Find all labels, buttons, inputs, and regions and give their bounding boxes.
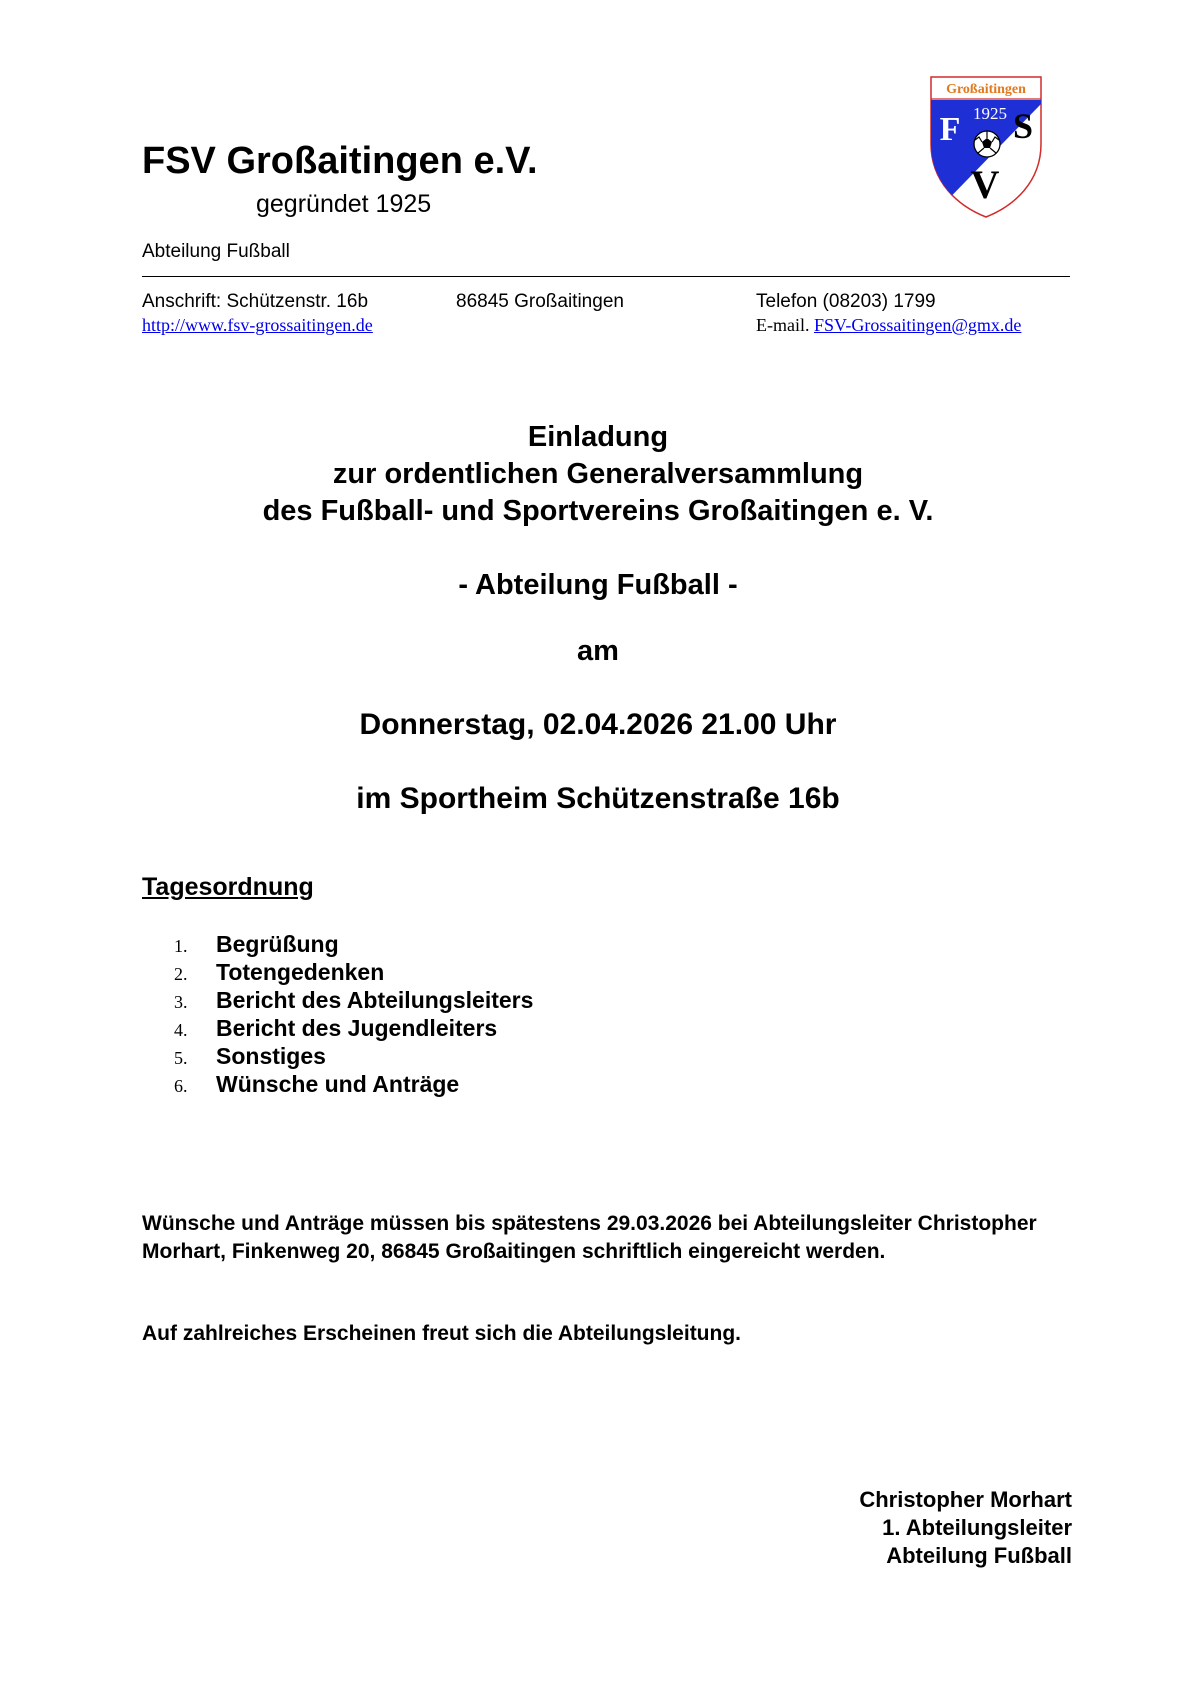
email-line	[756, 315, 1021, 336]
agenda-item-number: 2.	[174, 964, 188, 984]
agenda-item	[174, 987, 533, 1015]
logo-year: 1925	[973, 104, 1007, 123]
email-label: E-mail.	[756, 315, 810, 335]
address: Anschrift: Schützenstr. 16b	[142, 291, 369, 312]
agenda-item	[174, 959, 533, 987]
email-link[interactable]: FSV-Grossaitingen@gmx.de	[813, 315, 1022, 335]
agenda-item-text: Totengedenken	[216, 959, 385, 985]
signature-name: Christopher Morhart	[859, 1487, 1072, 1512]
invitation-club-line: des Fußball- und Sportvereins Großaitingen e. V.	[262, 495, 934, 527]
agenda-item-text: Sonstiges	[216, 1043, 326, 1069]
agenda-item-number: 5.	[174, 1048, 188, 1068]
agenda-item-number: 1.	[174, 936, 188, 956]
agenda-item-number: 3.	[174, 992, 188, 1012]
founded-year: gegründet 1925	[256, 190, 432, 218]
department-label: Abteilung Fußball	[142, 241, 290, 262]
agenda-item	[174, 1015, 533, 1043]
agenda-item-text: Wünsche und Anträge	[216, 1071, 460, 1097]
meeting-date: Donnerstag, 02.04.2026 21.00 Uhr	[359, 708, 837, 741]
agenda-item	[174, 931, 533, 959]
agenda-title: Tagesordnung	[142, 873, 314, 901]
logo-letter-f: F	[939, 111, 961, 148]
closing-note: Auf zahlreiches Erscheinen freut sich die Abteilungsleitung.	[142, 1322, 742, 1345]
agenda-item-number: 4.	[174, 1020, 188, 1040]
invitation-heading: Einladung	[527, 421, 669, 453]
agenda-item-text: Bericht des Abteilungsleiters	[216, 987, 534, 1013]
postal-city: 86845 Großaitingen	[456, 291, 624, 312]
signature-department: Abteilung Fußball	[886, 1543, 1072, 1568]
invitation-subheading: zur ordentlichen Generalversammlung	[332, 458, 864, 490]
agenda-item	[174, 1071, 533, 1099]
agenda-item-text: Bericht des Jugendleiters	[216, 1015, 498, 1041]
logo-top-text: Großaitingen	[946, 82, 1026, 97]
signature-role: 1. Abteilungsleiter	[882, 1515, 1072, 1540]
website-link[interactable]: http://www.fsv-grossaitingen.de	[142, 315, 373, 335]
meeting-location: im Sportheim Schützenstraße 16b	[356, 782, 840, 815]
logo-letter-s: S	[1012, 106, 1034, 146]
invitation-am: am	[577, 635, 619, 667]
invitation-department: - Abteilung Fußball -	[458, 569, 738, 601]
agenda-list	[174, 931, 533, 1099]
header-divider	[142, 276, 1070, 277]
deadline-note: Wünsche und Anträge müssen bis spätestens 29.03.2026 bei Abteilungsleiter Christopher Morhart, Finkenweg 20, 86845 Großaitingen schriftlich eingereicht werden.	[142, 1212, 1037, 1263]
agenda-item	[174, 1043, 533, 1071]
soccer-ball-icon	[974, 131, 1000, 157]
agenda-item-text: Begrüßung	[216, 931, 339, 957]
phone-number: Telefon (08203) 1799	[756, 291, 936, 312]
club-logo	[928, 74, 1044, 220]
logo-letter-v: V	[970, 162, 1000, 207]
agenda-item-number: 6.	[174, 1076, 188, 1096]
club-name: FSV Großaitingen e.V.	[142, 140, 538, 182]
